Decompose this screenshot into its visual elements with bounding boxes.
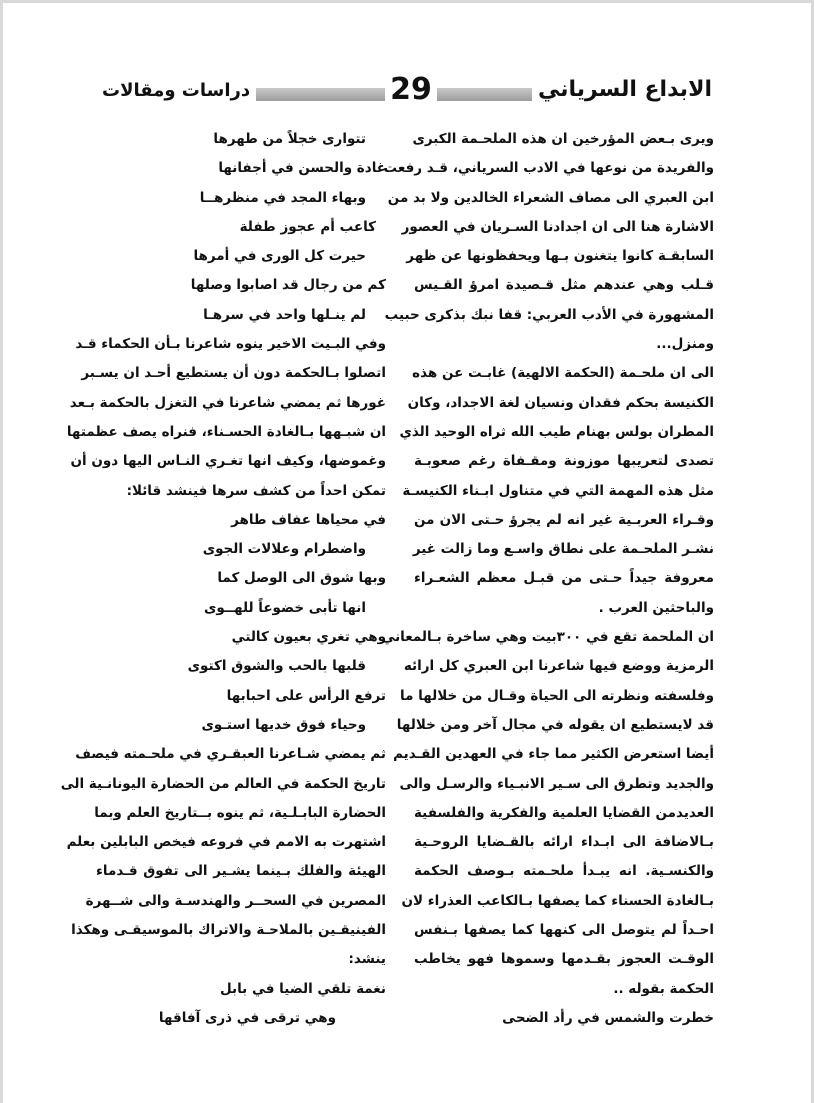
left-column-line: نغمة تلقي الضيا في بابل (219, 980, 386, 997)
right-column-line: السابقـة كانوا يتغنون بـها ويحفظونها عن ظهر (406, 248, 714, 265)
magazine-title: الابداع السرياني (532, 77, 718, 102)
right-column-line: خطرت والشمس في رأد الضحى (502, 1009, 714, 1026)
left-column-line: تتوارى خجلاً من طهرها (213, 131, 366, 147)
left-column-line: غورها ثم يمضي شاعرنا في التغزل بالحكمة بـعد (69, 394, 386, 411)
right-column-line: والكنسـية. انه يبـدأ ملحـمته بـوصف الحكمة (414, 863, 714, 880)
left-column-line: اتصلوا بـالحكمة دون أن يستطيع أحـد ان يسـبر (81, 365, 386, 382)
right-column-line: الحكمة بقوله .. (613, 980, 714, 997)
page-frame-left (0, 0, 3, 1103)
left-column-line: المصرين في السحــر والهندسـة والى شــهرة (85, 892, 386, 909)
right-column-line: الكنيسة بحكم فقدان ونسيان لغة الاجداد، وكان (407, 394, 714, 411)
right-column-line: ابن العبري الى مصاف الشعراء الخالدين ولا بد من (387, 189, 714, 206)
left-column-line: تاريخ الحكمة في العالم من الحضارة اليونانـية الى (60, 775, 386, 792)
right-column-line: الرمزية ووضع فيها شاعرنا ابن العبري كل ارائه (403, 658, 714, 675)
right-column-line: وفلسفته ونظرته الى الحياة وقـال من خلالها ما (400, 687, 714, 704)
right-column-line: والباحثين العرب . (598, 599, 714, 616)
left-column-line: في محياها عفاف طاهر (231, 511, 386, 528)
right-column-line: الى ان ملحـمة (الحكمة الالهية) غابـت عن هذه (412, 365, 714, 382)
right-column-line: الوقـت العجوز بقـدمها وسموها فهو يخاطب (414, 951, 714, 968)
right-column-line: معروفة جيداً حـتى من قبـل معظم الشعـراء (414, 570, 714, 587)
left-column-line: ثم يمضي شـاعرنا العبقـري في ملحـمته فيصف (75, 746, 386, 763)
section-title: دراسات ومقالات (96, 80, 256, 101)
page-number: 29 (390, 72, 432, 107)
right-column-line: تصدى لتعريبها موزونة ومقـفاة رغم صعوبـة (414, 453, 714, 470)
left-column-line: كم من رجال قد اصابوا وصلها (190, 277, 386, 294)
right-column-line: ومنزل... (656, 336, 714, 353)
left-column-line: وبهاء المجد في منظرهــا (199, 189, 366, 206)
page-frame-top (0, 0, 814, 3)
left-column-line: وحياء فوق خديها استـوى (201, 716, 366, 733)
right-column-line: المطران بولس بهنام طيب الله ثراه الوحيد الذي (399, 423, 714, 440)
right-column-line: ويرى بـعض المؤرخين ان هذه الملحـمة الكبرى (412, 131, 714, 147)
left-column-line: قلبها بالحب والشوق اكتوى (187, 658, 366, 675)
right-column-line: بـالاضافة الى ابـداء ارائه بالقـضايا الروحـية (414, 834, 714, 851)
right-column-line: قـلب وهي عندهم مثل قـصيدة امرؤ القـيس (414, 277, 714, 294)
right-column-line: والفريدة من نوعها في الادب السرياني، قـد رفعت (383, 160, 714, 177)
right-column-line: المشهورة في الأدب العربي: قفا نبك بذكرى حبيب (384, 306, 714, 323)
left-column-line: وهي تغري بعيون كالتي (231, 629, 386, 646)
right-column-line: نشـر الملحـمة على نطاق واسـع وما زالت غير (412, 541, 714, 558)
left-column-line: الحضارة البابـلـية، ثم ينوه بــتاريخ العلم وبما (94, 804, 386, 821)
left-column-line: غادة والحسن في أجفانها (218, 160, 386, 177)
right-column (381, 125, 714, 1033)
right-column-line: ان الملحمة تقع في ٣٠٠بيت وهي ساخرة بـالمعاني (381, 629, 714, 646)
left-column-line: واضطرام وعلالات الجوى (202, 541, 366, 558)
right-column-line: أيضا استعرض الكثير مما جاء في العهدين القـديم (393, 746, 714, 763)
left-column-line: ان شبـهها بـالغادة الحسـناء، فنراه يصف عظمتها (66, 423, 386, 440)
left-column-line: لم ينـلها واحد في سرهـا (203, 306, 366, 323)
right-column-line: الاشارة هنا الى ان اجدادنا السـريان في العصور (401, 218, 714, 235)
left-column-line: وفي البـيت الاخير ينوه شاعرنا بـأن الحكماء قـد (75, 336, 386, 353)
left-column (60, 125, 386, 1033)
left-column-line: الهيئة والفلك بـينما يشـير الى تفوق قـدماء (96, 863, 386, 880)
left-column-line: تمكن احداً من كشف سرها فينشد قائلا: (126, 482, 386, 499)
left-column-line: ينشد: (348, 951, 386, 968)
left-column-line: وهي ترقى في ذرى آفاقها (158, 1009, 336, 1026)
right-column-line: العديدمن القضايا العلمية والفكرية والفلسفية (414, 804, 714, 821)
left-column-line: اشتهرت به الامم في فروعه فيخص البابلين بعلم (66, 834, 386, 851)
right-column-line: احـداً لم يتوصل الى كنهها كما يصفها بـنفس (414, 922, 714, 939)
left-column-line: ترفع الرأس على احبابها (226, 687, 386, 704)
left-column-line: انها تأبى خضوعاً للهــوى (204, 599, 366, 616)
right-column-line: بـالغادة الحسناء كما يصفها بـالكاعب العذراء لان (401, 892, 714, 909)
left-column-line: كاعب أم عجوز طفلة (239, 218, 376, 235)
left-column-line: حيرت كل الورى في أمرها (193, 248, 366, 265)
right-column-line: قد لايستطيع ان يقوله في مجال آخر ومن خلالها (396, 716, 714, 733)
right-column-line: والجديد وتطرق الى سـير الانبـياء والرسـل والى (399, 775, 714, 792)
right-column-line: وقـراء العربـية غير انه لم يجرؤ حـتى الان من (414, 511, 714, 528)
left-column-line: وبها شوق الى الوصل كما (217, 570, 386, 587)
left-column-line: وغموضها، وكيف انها تغـري النـاس اليها دون أن (70, 453, 386, 470)
right-column-line: مثل هذه المهمة التي في متناول ابـناء الكنيسـة (402, 482, 714, 499)
left-column-line: الفينيقـين بالملاحـة والاتراك بالموسيقـى وهكذا (71, 922, 386, 939)
